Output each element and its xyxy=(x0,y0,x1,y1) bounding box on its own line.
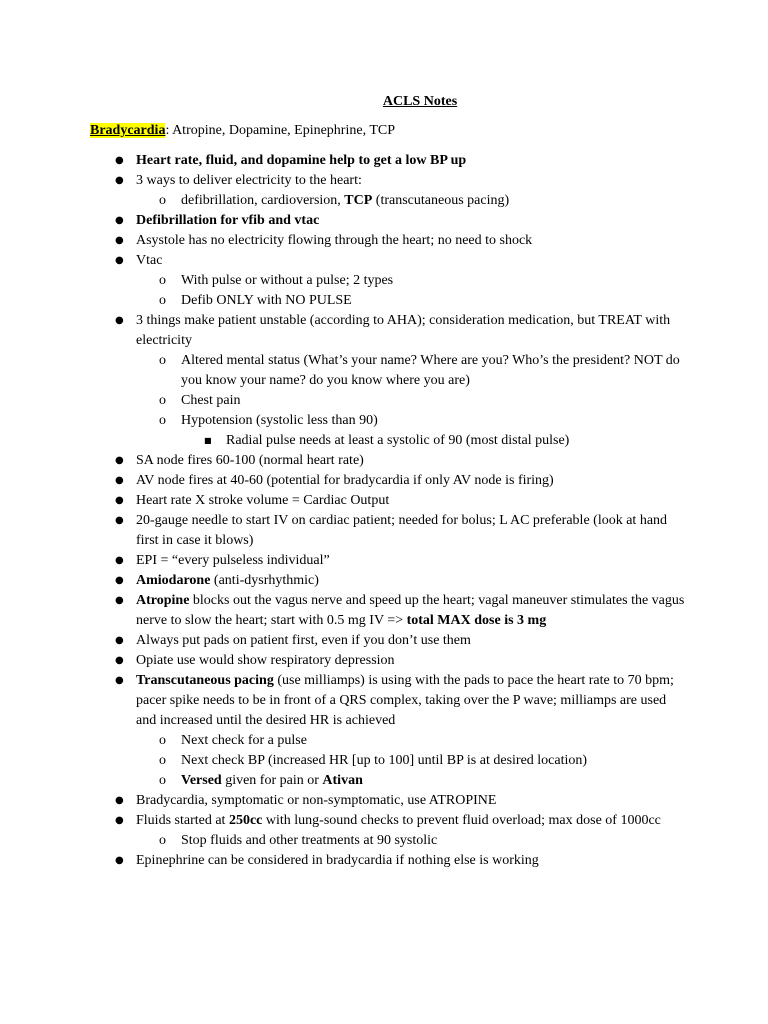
list-item-text xyxy=(136,651,688,671)
list-item-text xyxy=(136,671,688,731)
bullet-marker: ● xyxy=(115,515,124,526)
bold-text: 250cc xyxy=(228,813,263,828)
bullet-marker: ● xyxy=(115,795,124,806)
list-item xyxy=(0,571,768,591)
list-item-text xyxy=(181,771,688,791)
list-item-text xyxy=(136,151,688,171)
text-segment: Altered mental status (What’s your name? Where are you? Who’s the president? NOT do you know your name? do you know where you are) xyxy=(181,353,680,388)
bold-text: Atropine xyxy=(136,593,190,608)
list-item xyxy=(0,651,768,671)
bullet-marker: ● xyxy=(115,855,124,866)
list-item xyxy=(0,231,768,251)
bullet-marker: ● xyxy=(115,575,124,586)
list-item xyxy=(0,431,768,451)
text-segment: 3 ways to deliver electricity to the heart: xyxy=(136,173,362,188)
bullet-marker: o xyxy=(159,353,166,368)
list-item xyxy=(0,591,768,631)
list-item xyxy=(0,471,768,491)
list-item xyxy=(0,511,768,551)
highlighted-term: Bradycardia xyxy=(90,123,166,138)
bold-text: Amiodarone xyxy=(136,573,211,588)
list-item-text xyxy=(136,491,688,511)
intro-line xyxy=(90,121,395,141)
text-segment: given for pain or xyxy=(221,773,323,788)
list-item-text xyxy=(181,391,688,411)
text-segment: Chest pain xyxy=(181,393,241,408)
bullet-marker: o xyxy=(159,833,166,848)
text-segment: Next check for a pulse xyxy=(181,733,307,748)
bullet-marker: o xyxy=(159,773,166,788)
text-segment: Hypotension (systolic less than 90) xyxy=(181,413,378,428)
bullet-marker: ● xyxy=(115,315,124,326)
text-segment: (transcutaneous pacing) xyxy=(372,193,510,208)
bullet-marker: ● xyxy=(115,675,124,686)
bullet-marker: ● xyxy=(115,815,124,826)
list-item xyxy=(0,271,768,291)
notes-list xyxy=(0,151,768,871)
list-item xyxy=(0,351,768,391)
list-item xyxy=(0,211,768,231)
list-item-text xyxy=(136,551,688,571)
list-item-text xyxy=(181,831,688,851)
list-item xyxy=(0,731,768,751)
list-item-text xyxy=(136,591,688,631)
bullet-marker: ● xyxy=(115,475,124,486)
bullet-marker: ● xyxy=(115,635,124,646)
list-item xyxy=(0,771,768,791)
bold-text: TCP xyxy=(344,193,373,208)
bullet-marker: ● xyxy=(115,255,124,266)
text-segment: Fluids started at xyxy=(136,813,229,828)
text-segment: AV node fires at 40-60 (potential for bradycardia if only AV node is firing) xyxy=(136,473,554,488)
bullet-marker: o xyxy=(159,273,166,288)
list-item xyxy=(0,151,768,171)
text-segment: blocks out the vagus nerve and speed up the heart; vagal maneuver stimulates the vagus nerve to slow the heart; start with 0.5 mg IV => xyxy=(136,593,685,628)
list-item xyxy=(0,631,768,651)
list-item xyxy=(0,751,768,771)
text-segment: Bradycardia, symptomatic or non-symptomatic, use ATROPINE xyxy=(136,793,497,808)
bold-text: Transcutaneous pacing xyxy=(136,673,274,688)
list-item xyxy=(0,391,768,411)
list-item-text xyxy=(181,351,688,391)
text-segment: With pulse or without a pulse; 2 types xyxy=(181,273,394,288)
text-segment: Epinephrine can be considered in bradycardia if nothing else is working xyxy=(136,853,539,868)
list-item xyxy=(0,491,768,511)
text-segment: Opiate use would show respiratory depression xyxy=(136,653,395,668)
bold-text: total MAX dose is 3 mg xyxy=(406,613,547,628)
text-segment: SA node fires 60-100 (normal heart rate) xyxy=(136,453,364,468)
list-item-text xyxy=(136,811,688,831)
list-item xyxy=(0,791,768,811)
bullet-marker: ● xyxy=(115,455,124,466)
list-item-text xyxy=(181,411,688,431)
list-item-text xyxy=(136,571,688,591)
list-item xyxy=(0,451,768,471)
bullet-marker: ● xyxy=(115,215,124,226)
text-segment: defibrillation, cardioversion, xyxy=(181,193,345,208)
bullet-marker: o xyxy=(159,733,166,748)
list-item-text xyxy=(136,631,688,651)
page-title: ACLS Notes xyxy=(382,94,458,109)
text-segment: Defib ONLY with NO PULSE xyxy=(181,293,352,308)
bullet-marker: o xyxy=(159,413,166,428)
list-item-text xyxy=(136,171,688,191)
bullet-marker: ● xyxy=(115,155,124,166)
bullet-marker: ● xyxy=(115,235,124,246)
text-segment: Stop fluids and other treatments at 90 systolic xyxy=(181,833,438,848)
list-item xyxy=(0,251,768,271)
list-item-text xyxy=(226,431,688,451)
bullet-marker: o xyxy=(159,193,166,208)
list-item-text xyxy=(181,291,688,311)
text-segment: 20-gauge needle to start IV on cardiac patient; needed for bolus; L AC preferable (look at hand first in case it blows) xyxy=(136,513,668,548)
list-item-text xyxy=(136,251,688,271)
list-item xyxy=(0,811,768,831)
text-segment: (anti-dysrhythmic) xyxy=(210,573,319,588)
bold-text: Versed xyxy=(181,773,222,788)
list-item xyxy=(0,851,768,871)
text-segment: Radial pulse needs at least a systolic of 90 (most distal pulse) xyxy=(226,433,570,448)
text-segment: Always put pads on patient first, even if you don’t use them xyxy=(136,633,471,648)
list-item-text xyxy=(136,211,688,231)
text-segment: with lung-sound checks to prevent fluid overload; max dose of 1000cc xyxy=(262,813,661,828)
list-item xyxy=(0,551,768,571)
list-item xyxy=(0,671,768,731)
bullet-marker: ■ xyxy=(204,436,212,445)
bullet-marker: ● xyxy=(115,555,124,566)
bullet-marker: ● xyxy=(115,595,124,606)
list-item xyxy=(0,171,768,191)
list-item xyxy=(0,291,768,311)
list-item-text xyxy=(181,191,688,211)
list-item-text xyxy=(136,451,688,471)
list-item-text xyxy=(136,311,688,351)
intro-text: : Atropine, Dopamine, Epinephrine, TCP xyxy=(165,123,395,138)
text-segment: Next check BP (increased HR [up to 100] until BP is at desired location) xyxy=(181,753,588,768)
list-item-text xyxy=(136,791,688,811)
bullet-marker: o xyxy=(159,293,166,308)
text-segment: Heart rate X stroke volume = Cardiac Output xyxy=(136,493,390,508)
bold-text: Defibrillation for vfib and vtac xyxy=(136,213,320,228)
bullet-marker: o xyxy=(159,753,166,768)
list-item xyxy=(0,411,768,431)
bullet-marker: ● xyxy=(115,175,124,186)
bullet-marker: ● xyxy=(115,655,124,666)
list-item-text xyxy=(136,851,688,871)
bold-text: Ativan xyxy=(322,773,363,788)
list-item-text xyxy=(181,271,688,291)
bullet-marker: ● xyxy=(115,495,124,506)
bullet-marker: o xyxy=(159,393,166,408)
list-item-text xyxy=(181,731,688,751)
list-item xyxy=(0,311,768,351)
list-item-text xyxy=(136,511,688,551)
list-item xyxy=(0,831,768,851)
list-item-text xyxy=(136,231,688,251)
text-segment: (use milliamps) is using with the pads to pace the heart rate to 70 bpm; pacer spike needs to be in front of a QRS complex, taking over the P wave; milliamps are used and increased until the desired HR is achieved xyxy=(136,673,674,728)
text-segment: Asystole has no electricity flowing through the heart; no need to shock xyxy=(136,233,533,248)
bold-text: Heart rate, fluid, and dopamine help to get a low BP up xyxy=(136,153,467,168)
text-segment: Vtac xyxy=(136,253,163,268)
text-segment: 3 things make patient unstable (according to AHA); consideration medication, but TREAT with electricity xyxy=(136,313,671,348)
text-segment: EPI = “every pulseless individual” xyxy=(136,553,330,568)
list-item xyxy=(0,191,768,211)
list-item-text xyxy=(136,471,688,491)
list-item-text xyxy=(181,751,688,771)
